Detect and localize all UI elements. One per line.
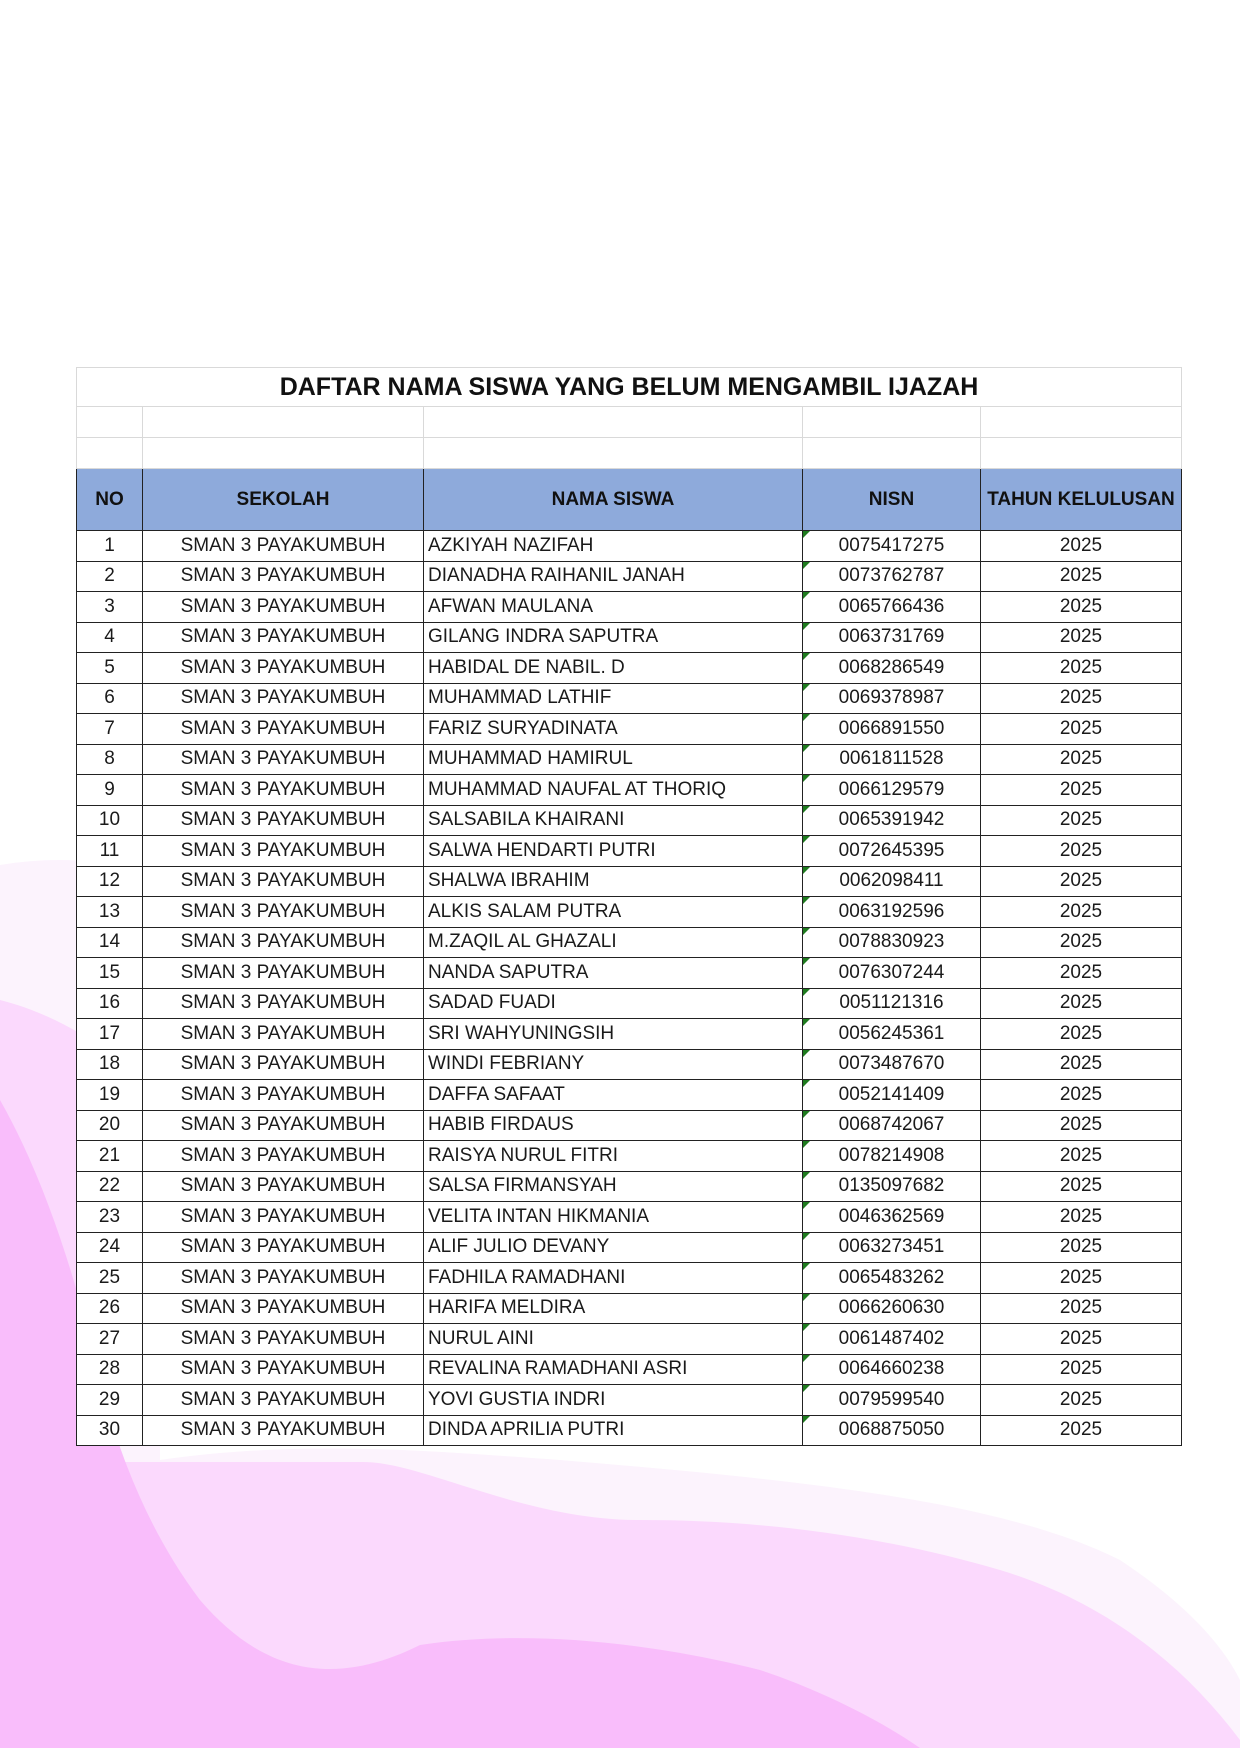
cell-no: 28 xyxy=(77,1354,143,1385)
cell-tahun-kelulusan: 2025 xyxy=(981,866,1182,897)
cell-tahun-kelulusan: 2025 xyxy=(981,1202,1182,1233)
cell-sekolah: SMAN 3 PAYAKUMBUH xyxy=(143,1141,424,1172)
error-indicator-icon xyxy=(803,1141,810,1148)
cell-sekolah: SMAN 3 PAYAKUMBUH xyxy=(143,561,424,592)
error-indicator-icon xyxy=(803,1111,810,1118)
cell-nisn xyxy=(803,1141,981,1172)
nisn-value: 0079599540 xyxy=(838,1388,945,1410)
error-indicator-icon xyxy=(803,745,810,752)
error-indicator-icon xyxy=(803,562,810,569)
table-row xyxy=(77,1049,1182,1080)
table-row xyxy=(77,927,1182,958)
cell-tahun-kelulusan: 2025 xyxy=(981,897,1182,928)
cell-nama-siswa: WINDI FEBRIANY xyxy=(424,1049,803,1080)
blank-row xyxy=(77,438,1182,469)
error-indicator-icon xyxy=(803,1324,810,1331)
cell-sekolah: SMAN 3 PAYAKUMBUH xyxy=(143,1263,424,1294)
cell-no: 29 xyxy=(77,1385,143,1416)
cell-sekolah: SMAN 3 PAYAKUMBUH xyxy=(143,1232,424,1263)
cell-nisn xyxy=(803,836,981,867)
nisn-value: 0066129579 xyxy=(838,778,945,800)
cell-nisn xyxy=(803,714,981,745)
cell-no: 6 xyxy=(77,683,143,714)
cell-no: 15 xyxy=(77,958,143,989)
error-indicator-icon xyxy=(803,1355,810,1362)
cell-tahun-kelulusan: 2025 xyxy=(981,836,1182,867)
cell-no: 3 xyxy=(77,592,143,623)
error-indicator-icon xyxy=(803,806,810,813)
cell-tahun-kelulusan: 2025 xyxy=(981,561,1182,592)
cell-nisn xyxy=(803,1110,981,1141)
table-row xyxy=(77,775,1182,806)
nisn-value: 0056245361 xyxy=(838,1022,945,1044)
cell-nisn xyxy=(803,1324,981,1355)
table-row xyxy=(77,805,1182,836)
cell-nama-siswa: AZKIYAH NAZIFAH xyxy=(424,531,803,562)
cell-tahun-kelulusan: 2025 xyxy=(981,653,1182,684)
cell-sekolah: SMAN 3 PAYAKUMBUH xyxy=(143,622,424,653)
nisn-value: 0062098411 xyxy=(839,870,944,892)
cell-no: 23 xyxy=(77,1202,143,1233)
cell-tahun-kelulusan: 2025 xyxy=(981,1263,1182,1294)
cell-tahun-kelulusan: 2025 xyxy=(981,744,1182,775)
cell-nama-siswa: SADAD FUADI xyxy=(424,988,803,1019)
cell-nisn xyxy=(803,561,981,592)
cell-sekolah: SMAN 3 PAYAKUMBUH xyxy=(143,1019,424,1050)
cell-sekolah: SMAN 3 PAYAKUMBUH xyxy=(143,1354,424,1385)
error-indicator-icon xyxy=(803,867,810,874)
blank-cell xyxy=(981,407,1182,438)
cell-nisn xyxy=(803,653,981,684)
cell-nisn xyxy=(803,744,981,775)
table-row xyxy=(77,1141,1182,1172)
table-row xyxy=(77,866,1182,897)
cell-no: 30 xyxy=(77,1415,143,1446)
error-indicator-icon xyxy=(803,653,810,660)
cell-nama-siswa: M.ZAQIL AL GHAZALI xyxy=(424,927,803,958)
spreadsheet-table xyxy=(76,367,1181,1446)
cell-nisn xyxy=(803,988,981,1019)
cell-tahun-kelulusan: 2025 xyxy=(981,1019,1182,1050)
table-row xyxy=(77,988,1182,1019)
error-indicator-icon xyxy=(803,684,810,691)
table-row xyxy=(77,653,1182,684)
cell-nama-siswa: NANDA SAPUTRA xyxy=(424,958,803,989)
error-indicator-icon xyxy=(803,1263,810,1270)
error-indicator-icon xyxy=(803,775,810,782)
nisn-value: 0064660238 xyxy=(838,1358,945,1380)
cell-nisn xyxy=(803,1354,981,1385)
cell-no: 10 xyxy=(77,805,143,836)
cell-no: 14 xyxy=(77,927,143,958)
error-indicator-icon xyxy=(803,897,810,904)
cell-nisn xyxy=(803,592,981,623)
document-title: DAFTAR NAMA SISWA YANG BELUM MENGAMBIL IJAZAH xyxy=(77,368,1182,407)
cell-sekolah: SMAN 3 PAYAKUMBUH xyxy=(143,927,424,958)
cell-nisn xyxy=(803,958,981,989)
blank-cell xyxy=(143,438,424,469)
nisn-value: 0063731769 xyxy=(838,626,945,648)
cell-sekolah: SMAN 3 PAYAKUMBUH xyxy=(143,805,424,836)
table-row xyxy=(77,622,1182,653)
cell-tahun-kelulusan: 2025 xyxy=(981,1049,1182,1080)
cell-nisn xyxy=(803,1232,981,1263)
cell-tahun-kelulusan: 2025 xyxy=(981,1080,1182,1111)
title-row xyxy=(77,368,1182,407)
cell-sekolah: SMAN 3 PAYAKUMBUH xyxy=(143,744,424,775)
cell-tahun-kelulusan: 2025 xyxy=(981,1293,1182,1324)
cell-nama-siswa: HABIDAL DE NABIL. D xyxy=(424,653,803,684)
cell-sekolah: SMAN 3 PAYAKUMBUH xyxy=(143,1110,424,1141)
cell-nama-siswa: MUHAMMAD NAUFAL AT THORIQ xyxy=(424,775,803,806)
cell-no: 27 xyxy=(77,1324,143,1355)
cell-sekolah: SMAN 3 PAYAKUMBUH xyxy=(143,714,424,745)
error-indicator-icon xyxy=(803,928,810,935)
blank-cell xyxy=(424,407,803,438)
cell-no: 4 xyxy=(77,622,143,653)
cell-no: 1 xyxy=(77,531,143,562)
cell-sekolah: SMAN 3 PAYAKUMBUH xyxy=(143,836,424,867)
blank-cell xyxy=(424,438,803,469)
cell-nisn xyxy=(803,683,981,714)
error-indicator-icon xyxy=(803,1050,810,1057)
nisn-value: 0068875050 xyxy=(838,1419,945,1441)
cell-no: 13 xyxy=(77,897,143,928)
error-indicator-icon xyxy=(803,958,810,965)
error-indicator-icon xyxy=(803,1080,810,1087)
error-indicator-icon xyxy=(803,836,810,843)
cell-no: 18 xyxy=(77,1049,143,1080)
error-indicator-icon xyxy=(803,1202,810,1209)
nisn-value: 0063192596 xyxy=(838,900,945,922)
nisn-value: 0065391942 xyxy=(838,809,945,831)
cell-nisn xyxy=(803,1171,981,1202)
cell-nama-siswa: SALSA FIRMANSYAH xyxy=(424,1171,803,1202)
error-indicator-icon xyxy=(803,531,810,538)
nisn-value: 0072645395 xyxy=(838,839,945,861)
cell-tahun-kelulusan: 2025 xyxy=(981,1415,1182,1446)
table-row xyxy=(77,1415,1182,1446)
table-row xyxy=(77,1232,1182,1263)
cell-nama-siswa: MUHAMMAD LATHIF xyxy=(424,683,803,714)
error-indicator-icon xyxy=(803,989,810,996)
table-row xyxy=(77,1293,1182,1324)
cell-nama-siswa: FADHILA RAMADHANI xyxy=(424,1263,803,1294)
cell-sekolah: SMAN 3 PAYAKUMBUH xyxy=(143,1171,424,1202)
table-row xyxy=(77,683,1182,714)
header-nama-siswa: NAMA SISWA xyxy=(424,469,803,531)
cell-no: 26 xyxy=(77,1293,143,1324)
blank-cell xyxy=(77,438,143,469)
cell-nama-siswa: DINDA APRILIA PUTRI xyxy=(424,1415,803,1446)
error-indicator-icon xyxy=(803,1385,810,1392)
error-indicator-icon xyxy=(803,1172,810,1179)
cell-no: 25 xyxy=(77,1263,143,1294)
cell-nama-siswa: YOVI GUSTIA INDRI xyxy=(424,1385,803,1416)
cell-no: 21 xyxy=(77,1141,143,1172)
cell-sekolah: SMAN 3 PAYAKUMBUH xyxy=(143,1202,424,1233)
table-row xyxy=(77,1263,1182,1294)
nisn-value: 0073487670 xyxy=(838,1053,945,1075)
error-indicator-icon xyxy=(803,1416,810,1423)
cell-sekolah: SMAN 3 PAYAKUMBUH xyxy=(143,775,424,806)
cell-tahun-kelulusan: 2025 xyxy=(981,622,1182,653)
table-row xyxy=(77,1171,1182,1202)
table-row xyxy=(77,1110,1182,1141)
student-table xyxy=(76,367,1182,1446)
nisn-value: 0078214908 xyxy=(838,1144,945,1166)
cell-nisn xyxy=(803,1263,981,1294)
cell-tahun-kelulusan: 2025 xyxy=(981,805,1182,836)
cell-nisn xyxy=(803,1080,981,1111)
nisn-value: 0063273451 xyxy=(838,1236,945,1258)
cell-nama-siswa: ALKIS SALAM PUTRA xyxy=(424,897,803,928)
cell-nama-siswa: NURUL AINI xyxy=(424,1324,803,1355)
cell-tahun-kelulusan: 2025 xyxy=(981,988,1182,1019)
cell-nisn xyxy=(803,1293,981,1324)
header-nisn: NISN xyxy=(803,469,981,531)
cell-no: 8 xyxy=(77,744,143,775)
cell-sekolah: SMAN 3 PAYAKUMBUH xyxy=(143,866,424,897)
cell-tahun-kelulusan: 2025 xyxy=(981,1385,1182,1416)
header-row xyxy=(77,469,1182,531)
nisn-value: 0075417275 xyxy=(838,534,945,556)
cell-sekolah: SMAN 3 PAYAKUMBUH xyxy=(143,531,424,562)
table-row xyxy=(77,561,1182,592)
cell-nama-siswa: FARIZ SURYADINATA xyxy=(424,714,803,745)
cell-no: 9 xyxy=(77,775,143,806)
cell-nisn xyxy=(803,866,981,897)
cell-nama-siswa: VELITA INTAN HIKMANIA xyxy=(424,1202,803,1233)
cell-sekolah: SMAN 3 PAYAKUMBUH xyxy=(143,1293,424,1324)
cell-no: 17 xyxy=(77,1019,143,1050)
cell-nisn xyxy=(803,775,981,806)
blank-cell xyxy=(77,407,143,438)
table-row xyxy=(77,744,1182,775)
nisn-value: 0065483262 xyxy=(838,1266,945,1288)
nisn-value: 0046362569 xyxy=(838,1205,945,1227)
cell-nisn xyxy=(803,1415,981,1446)
cell-tahun-kelulusan: 2025 xyxy=(981,958,1182,989)
table-row xyxy=(77,958,1182,989)
table-row xyxy=(77,592,1182,623)
cell-tahun-kelulusan: 2025 xyxy=(981,1141,1182,1172)
cell-nama-siswa: ALIF JULIO DEVANY xyxy=(424,1232,803,1263)
cell-nama-siswa: SALSABILA KHAIRANI xyxy=(424,805,803,836)
cell-nama-siswa: SRI WAHYUNINGSIH xyxy=(424,1019,803,1050)
cell-sekolah: SMAN 3 PAYAKUMBUH xyxy=(143,1385,424,1416)
cell-nama-siswa: HABIB FIRDAUS xyxy=(424,1110,803,1141)
table-row xyxy=(77,1354,1182,1385)
cell-tahun-kelulusan: 2025 xyxy=(981,1354,1182,1385)
cell-tahun-kelulusan: 2025 xyxy=(981,714,1182,745)
cell-sekolah: SMAN 3 PAYAKUMBUH xyxy=(143,958,424,989)
cell-tahun-kelulusan: 2025 xyxy=(981,1324,1182,1355)
cell-tahun-kelulusan: 2025 xyxy=(981,1232,1182,1263)
cell-sekolah: SMAN 3 PAYAKUMBUH xyxy=(143,1415,424,1446)
cell-sekolah: SMAN 3 PAYAKUMBUH xyxy=(143,592,424,623)
nisn-value: 0065766436 xyxy=(838,595,945,617)
table-row xyxy=(77,1080,1182,1111)
cell-nama-siswa: SHALWA IBRAHIM xyxy=(424,866,803,897)
nisn-value: 0073762787 xyxy=(838,565,945,587)
cell-nisn xyxy=(803,622,981,653)
cell-sekolah: SMAN 3 PAYAKUMBUH xyxy=(143,1080,424,1111)
cell-tahun-kelulusan: 2025 xyxy=(981,775,1182,806)
cell-nama-siswa: REVALINA RAMADHANI ASRI xyxy=(424,1354,803,1385)
cell-sekolah: SMAN 3 PAYAKUMBUH xyxy=(143,897,424,928)
cell-sekolah: SMAN 3 PAYAKUMBUH xyxy=(143,1049,424,1080)
cell-tahun-kelulusan: 2025 xyxy=(981,531,1182,562)
cell-sekolah: SMAN 3 PAYAKUMBUH xyxy=(143,683,424,714)
nisn-value: 0066891550 xyxy=(838,717,945,739)
nisn-value: 0068286549 xyxy=(838,656,945,678)
table-row xyxy=(77,714,1182,745)
cell-no: 5 xyxy=(77,653,143,684)
nisn-value: 0061487402 xyxy=(838,1327,945,1349)
cell-tahun-kelulusan: 2025 xyxy=(981,683,1182,714)
cell-nama-siswa: SALWA HENDARTI PUTRI xyxy=(424,836,803,867)
cell-nama-siswa: MUHAMMAD HAMIRUL xyxy=(424,744,803,775)
cell-tahun-kelulusan: 2025 xyxy=(981,927,1182,958)
cell-no: 24 xyxy=(77,1232,143,1263)
error-indicator-icon xyxy=(803,1233,810,1240)
cell-sekolah: SMAN 3 PAYAKUMBUH xyxy=(143,1324,424,1355)
nisn-value: 0069378987 xyxy=(838,687,945,709)
cell-nama-siswa: GILANG INDRA SAPUTRA xyxy=(424,622,803,653)
header-no: NO xyxy=(77,469,143,531)
blank-cell xyxy=(143,407,424,438)
cell-nama-siswa: RAISYA NURUL FITRI xyxy=(424,1141,803,1172)
error-indicator-icon xyxy=(803,592,810,599)
nisn-value: 0135097682 xyxy=(838,1175,945,1197)
table-row xyxy=(77,1019,1182,1050)
nisn-value: 0061811528 xyxy=(839,748,944,770)
nisn-value: 0076307244 xyxy=(838,961,945,983)
cell-no: 19 xyxy=(77,1080,143,1111)
cell-nisn xyxy=(803,531,981,562)
cell-nisn xyxy=(803,927,981,958)
nisn-value: 0078830923 xyxy=(838,931,945,953)
header-sekolah: SEKOLAH xyxy=(143,469,424,531)
cell-nama-siswa: DIANADHA RAIHANIL JANAH xyxy=(424,561,803,592)
cell-no: 22 xyxy=(77,1171,143,1202)
cell-nisn xyxy=(803,805,981,836)
table-row xyxy=(77,897,1182,928)
cell-sekolah: SMAN 3 PAYAKUMBUH xyxy=(143,653,424,684)
cell-nama-siswa: AFWAN MAULANA xyxy=(424,592,803,623)
nisn-value: 0066260630 xyxy=(838,1297,945,1319)
cell-tahun-kelulusan: 2025 xyxy=(981,1110,1182,1141)
blank-cell xyxy=(981,438,1182,469)
cell-no: 7 xyxy=(77,714,143,745)
table-row xyxy=(77,1324,1182,1355)
cell-no: 16 xyxy=(77,988,143,1019)
cell-nisn xyxy=(803,1019,981,1050)
table-row xyxy=(77,1385,1182,1416)
cell-nisn xyxy=(803,897,981,928)
nisn-value: 0052141409 xyxy=(838,1083,945,1105)
error-indicator-icon xyxy=(803,714,810,721)
cell-tahun-kelulusan: 2025 xyxy=(981,1171,1182,1202)
blank-cell xyxy=(803,438,981,469)
error-indicator-icon xyxy=(803,623,810,630)
nisn-value: 0068742067 xyxy=(838,1114,945,1136)
table-row xyxy=(77,531,1182,562)
cell-nisn xyxy=(803,1202,981,1233)
blank-cell xyxy=(803,407,981,438)
error-indicator-icon xyxy=(803,1019,810,1026)
cell-no: 11 xyxy=(77,836,143,867)
cell-tahun-kelulusan: 2025 xyxy=(981,592,1182,623)
blank-row xyxy=(77,407,1182,438)
table-row xyxy=(77,1202,1182,1233)
cell-nisn xyxy=(803,1049,981,1080)
table-row xyxy=(77,836,1182,867)
cell-sekolah: SMAN 3 PAYAKUMBUH xyxy=(143,988,424,1019)
header-tahun-kelulusan: TAHUN KELULUSAN xyxy=(981,469,1182,531)
error-indicator-icon xyxy=(803,1294,810,1301)
cell-nama-siswa: DAFFA SAFAAT xyxy=(424,1080,803,1111)
nisn-value: 0051121316 xyxy=(839,992,944,1014)
cell-no: 20 xyxy=(77,1110,143,1141)
cell-no: 12 xyxy=(77,866,143,897)
cell-nisn xyxy=(803,1385,981,1416)
cell-no: 2 xyxy=(77,561,143,592)
cell-nama-siswa: HARIFA MELDIRA xyxy=(424,1293,803,1324)
